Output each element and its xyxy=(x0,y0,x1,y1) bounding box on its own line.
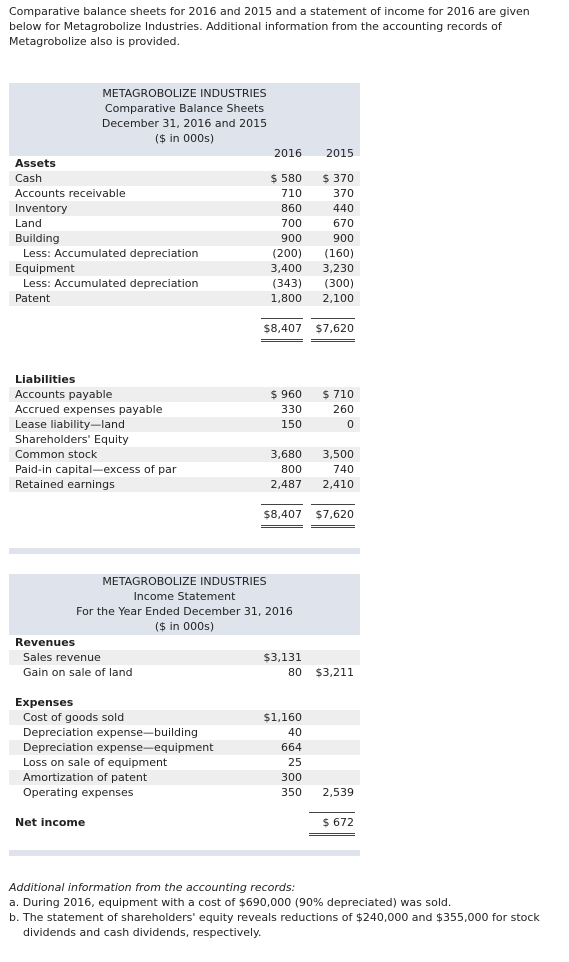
row-value-2: 3,230 xyxy=(322,262,354,275)
row-label: Sales revenue xyxy=(23,651,101,664)
is-company-name: METAGROBOLIZE INDUSTRIES xyxy=(102,575,267,588)
row-label: Building xyxy=(15,232,60,245)
table-row xyxy=(9,276,360,291)
balance-sheet-table xyxy=(9,83,360,554)
row-value-1: 350 xyxy=(281,786,302,799)
row-value-1: (200) xyxy=(272,247,302,260)
row-label: Depreciation expense—equipment xyxy=(23,741,214,754)
row-label: Less: Accumulated depreciation xyxy=(23,247,199,260)
row-label: Accounts receivable xyxy=(15,187,126,200)
row-value-1: $3,131 xyxy=(263,651,302,664)
row-value-1: 900 xyxy=(281,232,302,245)
table-row xyxy=(9,432,360,447)
row-value-1: 2,487 xyxy=(270,478,302,491)
bs-company-name: METAGROBOLIZE INDUSTRIES xyxy=(102,87,267,100)
table-row xyxy=(9,447,360,462)
liabilities-rows xyxy=(9,387,360,492)
row-value-1: 3,400 xyxy=(270,262,302,275)
table-row xyxy=(9,246,360,261)
balance-sheet-header xyxy=(9,83,360,160)
row-value-2: 2,539 xyxy=(322,786,354,799)
table-row xyxy=(9,231,360,246)
liab-total-2016: $8,407 xyxy=(263,508,302,521)
row-label: Equipment xyxy=(15,262,75,275)
row-value-2: 260 xyxy=(333,403,354,416)
row-label: Gain on sale of land xyxy=(23,666,133,679)
table-row xyxy=(9,740,360,755)
assets-total-row xyxy=(9,321,360,336)
bs-date: December 31, 2016 and 2015 xyxy=(101,117,268,130)
bs-units: ($ in 000s) xyxy=(154,132,215,145)
row-label: Shareholders' Equity xyxy=(15,433,129,446)
additional-info xyxy=(9,880,561,940)
table-row xyxy=(9,291,360,306)
table-row xyxy=(9,755,360,770)
row-value-2: 2,100 xyxy=(322,292,354,305)
row-label: Lease liability—land xyxy=(15,418,126,431)
revenues-heading: Revenues xyxy=(15,636,76,649)
row-value-2: 0 xyxy=(347,418,354,431)
row-label: Accrued expenses payable xyxy=(15,403,163,416)
row-label: Cash xyxy=(15,172,43,185)
expenses-rows xyxy=(9,710,360,800)
liab-total-row xyxy=(9,507,360,522)
row-value-2: 3,500 xyxy=(322,448,354,461)
row-value-2: (300) xyxy=(324,277,354,290)
assets-rows xyxy=(9,171,360,306)
table-row xyxy=(9,770,360,785)
assets-total-2016: $8,407 xyxy=(263,322,302,335)
intro-paragraph: Comparative balance sheets for 2016 and 2015 and a statement of income for 2016 are given below for Metagrobolize Industries. Additional information from the accounting records of Metagrobolize also is provided. xyxy=(9,5,530,48)
table-row xyxy=(9,387,360,402)
bs-col-2016: 2016 xyxy=(274,147,302,160)
row-value-1: $ 960 xyxy=(270,388,302,401)
row-value-1: 710 xyxy=(281,187,302,200)
row-value-1: 700 xyxy=(281,217,302,230)
table-row xyxy=(9,710,360,725)
is-title: Income Statement xyxy=(133,590,236,603)
row-value-1: (343) xyxy=(272,277,302,290)
table-row xyxy=(9,725,360,740)
row-value-1: 1,800 xyxy=(270,292,302,305)
expenses-heading: Expenses xyxy=(15,696,74,709)
net-income-row xyxy=(9,815,360,830)
row-label: Inventory xyxy=(15,202,68,215)
table-row xyxy=(9,171,360,186)
table-row xyxy=(9,462,360,477)
row-label: Paid-in capital—excess of par xyxy=(15,463,177,476)
table-row xyxy=(9,417,360,432)
row-value-2: 740 xyxy=(333,463,354,476)
row-value-2: 2,410 xyxy=(322,478,354,491)
row-value-2: $ 370 xyxy=(322,172,354,185)
liabilities-heading: Liabilities xyxy=(15,373,76,386)
row-value-1: 150 xyxy=(281,418,302,431)
table-row xyxy=(9,216,360,231)
row-value-1: 3,680 xyxy=(270,448,302,461)
row-value-1: 40 xyxy=(288,726,302,739)
table-row xyxy=(9,785,360,800)
row-value-1: 25 xyxy=(288,756,302,769)
is-period: For the Year Ended December 31, 2016 xyxy=(76,605,293,618)
additional-info-list xyxy=(9,895,561,940)
income-statement-header xyxy=(9,574,360,635)
bs-bottom-bar xyxy=(9,548,360,554)
assets-heading: Assets xyxy=(15,157,56,170)
row-value-2: 900 xyxy=(333,232,354,245)
bs-col-2015: 2015 xyxy=(326,147,354,160)
row-label: Amortization of patent xyxy=(23,771,148,784)
row-label: Operating expenses xyxy=(23,786,134,799)
row-value-2: 370 xyxy=(333,187,354,200)
row-label: Accounts payable xyxy=(15,388,113,401)
row-label: Common stock xyxy=(15,448,98,461)
liab-total-2015: $7,620 xyxy=(315,508,354,521)
row-label: Land xyxy=(15,217,42,230)
table-row xyxy=(9,650,360,665)
table-row xyxy=(9,665,360,680)
row-value-1: 664 xyxy=(281,741,302,754)
revenues-rows xyxy=(9,650,360,680)
row-value-1: 80 xyxy=(288,666,302,679)
additional-info-item-b: b. The statement of shareholders' equity reveals reductions of $240,000 and $355,000 for stock dividends and cash dividends, respectively. xyxy=(9,911,540,939)
row-label: Cost of goods sold xyxy=(23,711,125,724)
assets-total-2015: $7,620 xyxy=(315,322,354,335)
row-value-1: 800 xyxy=(281,463,302,476)
row-value-2: (160) xyxy=(324,247,354,260)
row-value-2: 670 xyxy=(333,217,354,230)
row-value-1: 860 xyxy=(281,202,302,215)
table-row xyxy=(9,201,360,216)
additional-info-item-a: a. During 2016, equipment with a cost of $690,000 (90% depreciated) was sold. xyxy=(9,896,452,909)
row-label: Less: Accumulated depreciation xyxy=(23,277,199,290)
row-value-2: $3,211 xyxy=(315,666,354,679)
net-income-label: Net income xyxy=(15,816,86,829)
row-label: Depreciation expense—building xyxy=(23,726,199,739)
additional-info-title: Additional information from the accounting records: xyxy=(9,881,296,894)
income-statement-table xyxy=(9,574,360,856)
net-income-value: $ 672 xyxy=(322,816,354,829)
is-bottom-bar xyxy=(9,850,360,856)
table-row xyxy=(9,186,360,201)
is-units: ($ in 000s) xyxy=(154,620,215,633)
row-value-2: $ 710 xyxy=(322,388,354,401)
row-value-1: 330 xyxy=(281,403,302,416)
table-row xyxy=(9,261,360,276)
row-value-2: 440 xyxy=(333,202,354,215)
row-label: Patent xyxy=(15,292,51,305)
row-value-1: $ 580 xyxy=(270,172,302,185)
row-value-1: $1,160 xyxy=(263,711,302,724)
row-value-1: 300 xyxy=(281,771,302,784)
table-row xyxy=(9,402,360,417)
row-label: Retained earnings xyxy=(15,478,115,491)
row-label: Loss on sale of equipment xyxy=(23,756,168,769)
bs-title: Comparative Balance Sheets xyxy=(104,102,265,115)
table-row xyxy=(9,477,360,492)
